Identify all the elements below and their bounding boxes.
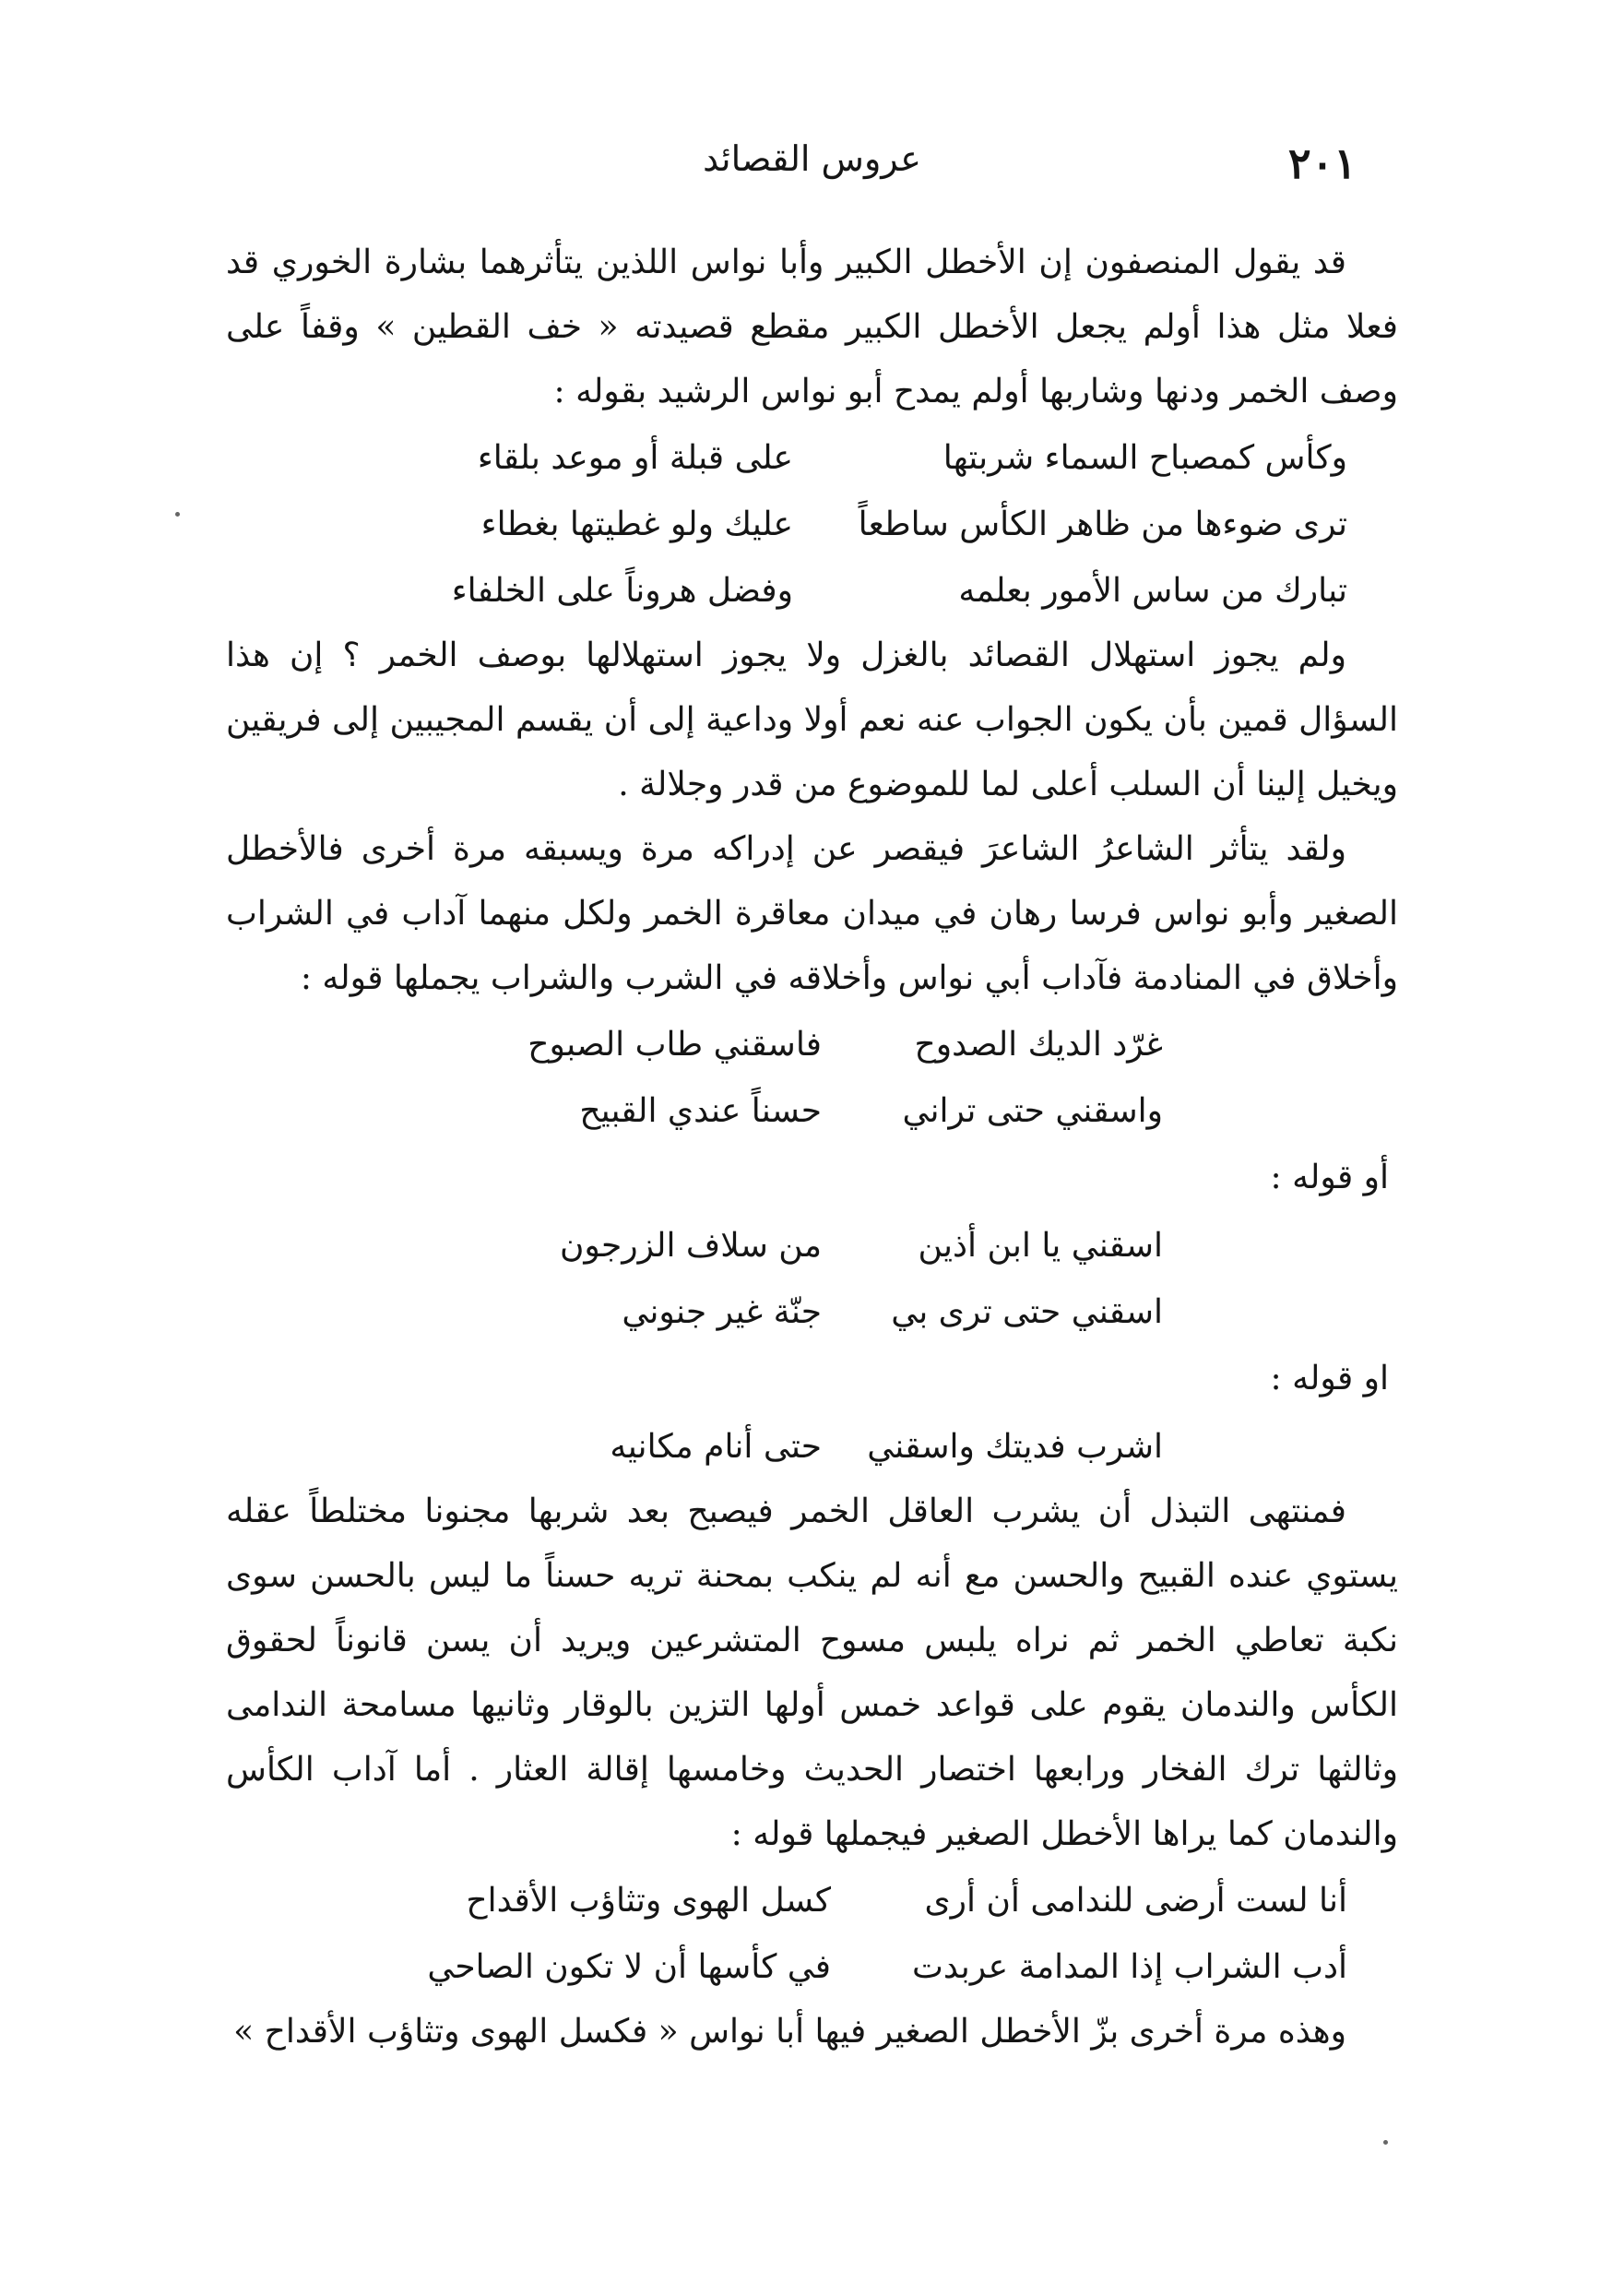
verse-intro-2: او قوله :	[1270, 1360, 1389, 1397]
verse-second-hemistich: من سلاف الزرجون	[559, 1226, 822, 1265]
verse-line	[226, 1867, 1398, 1933]
scan-speck	[175, 512, 180, 517]
verse-first-hemistich: واسقني حتى تراني	[902, 1091, 1163, 1130]
verse-group-4	[226, 1413, 1398, 1480]
verse-first-hemistich: وكأس كمصباح السماء شربتها	[942, 438, 1347, 477]
running-title: عروس القصائد	[703, 138, 921, 179]
verse-group-5	[226, 1867, 1398, 2000]
verse-second-hemistich: في كأسها أن لا تكون الصاحي	[427, 1947, 831, 1986]
verse-line	[226, 491, 1398, 557]
page-header	[267, 138, 1357, 203]
verse-first-hemistich: اسقني حتى ترى بي	[891, 1292, 1163, 1331]
verse-second-hemistich: حسناً عندي القبيح	[579, 1091, 822, 1130]
verse-line	[226, 1077, 1398, 1144]
verse-line	[226, 424, 1398, 491]
verse-second-hemistich: عليك ولو غطيتها بغطاء	[480, 505, 793, 543]
verse-second-hemistich: وفضل هروناً على الخلفاء	[451, 571, 793, 610]
verse-first-hemistich: اشرب فديتك واسقني	[867, 1427, 1163, 1466]
paragraph-4: فمنتهى التبذل أن يشرب العاقل الخمر فيصبح بعد شربها مجنونا مختلطاً عقله يستوي عنده القبيح والحسن مع أنه لم ينكب بمحنة تريه حسناً ما ليس بالحسن سوى نكبة تعاطي الخمر ثم نراه يلبس مسوح المتشرعين ويريد أن يسن قانوناً لحقوق الكأس والندمان يقوم على قواعد خمس أولها التزين بالوقار وثانيها مسامحة الندامى وثالثها ترك الفخار ورابعها اختصار الحديث وخامسها إقالة العثار . أما آداب الكأس والندمان كما يراها الأخطل الصغير فيجملها قوله :	[226, 1492, 1398, 1853]
verse-first-hemistich: اسقني يا ابن أذين	[918, 1226, 1163, 1265]
verse-second-hemistich: حتى أنام مكانيه	[610, 1427, 822, 1466]
verse-first-hemistich: ترى ضوءها من ظاهر الكأس ساطعاً	[858, 505, 1347, 543]
verse-line	[226, 557, 1398, 624]
paragraph-3: ولقد يتأثر الشاعرُ الشاعرَ فيقصر عن إدراكه مرة ويسبقه مرة أخرى فالأخطل الصغير وأبو نواس فرسا رهان في ميدان معاقرة الخمر ولكل منهما آداب في الشراب وأخلاق في المنادمة فآداب أبي نواس وأخلاقه في الشرب والشراب يجملها قوله :	[226, 830, 1398, 997]
verse-first-hemistich: تبارك من ساس الأمور بعلمه	[958, 571, 1347, 610]
paragraph-2: ولم يجوز استهلال القصائد بالغزل ولا يجوز استهلالها بوصف الخمر ؟ إن هذا السؤال قمين بأن يكون الجواب عنه نعم أولا وداعية إلى أن يقسم المجيبين إلى فريقين ويخيل إلينا أن السلب أعلى لما للموضوع من قدر وجلالة .	[226, 636, 1398, 803]
verse-line	[226, 1212, 1398, 1278]
verse-group-1	[226, 424, 1398, 624]
paragraph-1: قد يقول المنصفون إن الأخطل الكبير وأبا نواس اللذين يتأثرهما بشارة الخوري قد فعلا مثل هذا أولم يجعل الأخطل الكبير مقطع قصيدته « خف القطين » وقفاً على وصف الخمر ودنها وشاربها أولم يمدح أبو نواس الرشيد بقوله :	[226, 244, 1398, 410]
verse-second-hemistich: جنّة غير جنوني	[622, 1292, 822, 1331]
verse-line	[226, 1933, 1398, 2000]
body-text	[226, 231, 1398, 2064]
verse-group-3	[226, 1212, 1398, 1345]
verse-line	[226, 1278, 1398, 1345]
verse-line	[226, 1011, 1398, 1077]
scan-speck	[1383, 2140, 1388, 2145]
verse-second-hemistich: فاسقني طاب الصبوح	[528, 1025, 822, 1064]
verse-second-hemistich: كسل الهوى وتثاؤب الأقداح	[466, 1881, 831, 1920]
verse-first-hemistich: غرّد الديك الصدوح	[914, 1025, 1163, 1064]
verse-intro-1: أو قوله :	[1270, 1159, 1389, 1196]
verse-first-hemistich: أدب الشراب إذا المدامة عربدت	[912, 1947, 1347, 1986]
verse-line	[226, 1413, 1398, 1480]
verse-group-2	[226, 1011, 1398, 1144]
page-number: ٢٠١	[1287, 138, 1357, 188]
verse-second-hemistich: على قبلة أو موعد بلقاء	[477, 438, 793, 477]
paragraph-5: وهذه مرة أخرى بزّ الأخطل الصغير فيها أبا نواس « فكسل الهوى وتثاؤب الأقداح »	[233, 2013, 1346, 2051]
verse-first-hemistich: أنا لست أرضى للندامى أن أرى	[924, 1881, 1347, 1920]
